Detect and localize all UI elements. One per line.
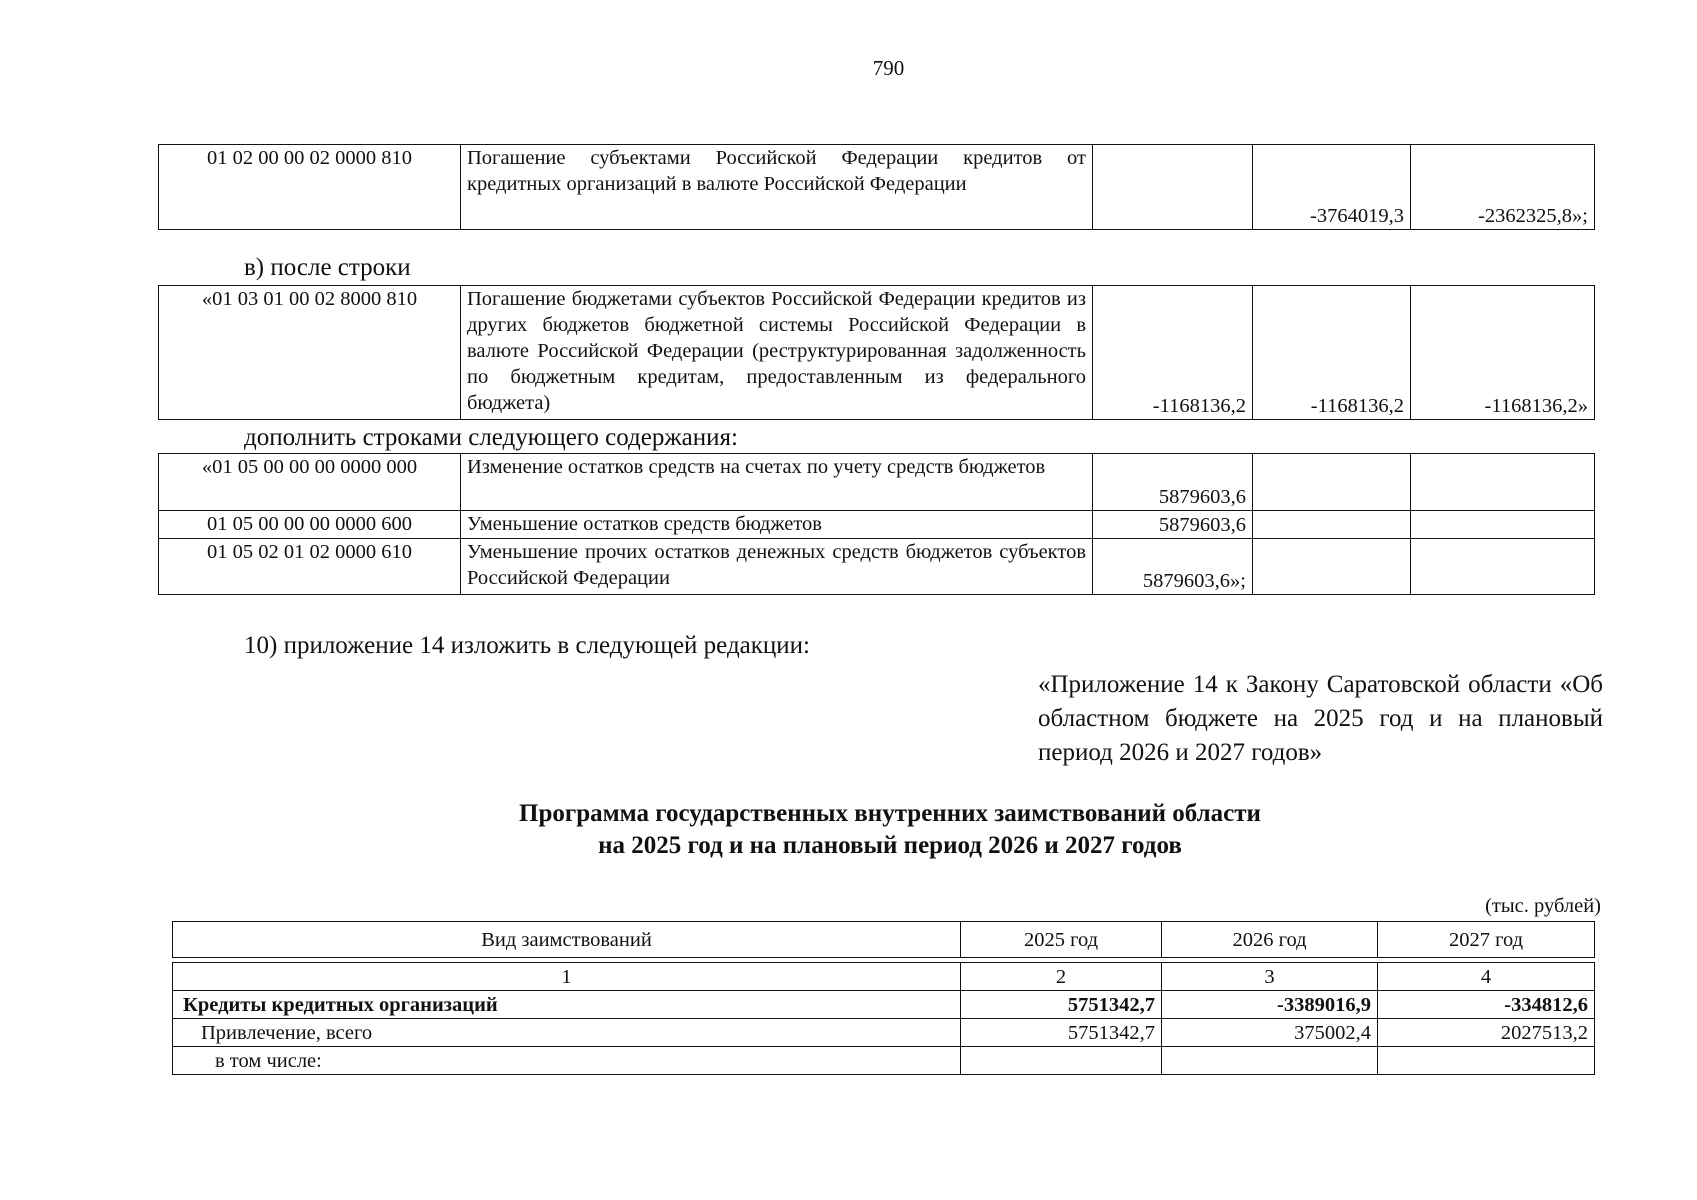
value-cell <box>1411 454 1595 511</box>
column-header-2026: 2026 год <box>1162 922 1378 958</box>
value-cell: 5879603,6 <box>1093 511 1253 539</box>
budget-code: 01 05 00 00 00 0000 600 <box>159 511 461 539</box>
label-add-lines: дополнить строками следующего содержания: <box>244 424 738 451</box>
value-2025: 5751342,7 <box>961 991 1162 1019</box>
value-cell: -1168136,2» <box>1411 286 1595 420</box>
value-2027: 2027513,2 <box>1378 1019 1595 1047</box>
page-number: 790 <box>872 56 905 80</box>
value-2027: -334812,6 <box>1378 991 1595 1019</box>
table-balance-changes <box>158 453 1595 595</box>
column-number: 2 <box>961 963 1162 991</box>
value-cell <box>1253 539 1411 595</box>
value-cell: 5879603,6 <box>1093 454 1253 511</box>
table-row <box>159 511 1595 539</box>
value-cell <box>1253 511 1411 539</box>
value-2027 <box>1378 1047 1595 1075</box>
row-description: Изменение остатков средств на счетах по учету средств бюджетов <box>461 454 1093 511</box>
title-line-2: на 2025 год и на плановый период 2026 и 2027 годов <box>598 832 1182 859</box>
table-borrowings-header <box>172 921 1595 958</box>
appendix-note: «Приложение 14 к Закону Саратовской области «Об областном бюджете на 2025 год и на плановый период 2026 и 2027 годов» <box>1038 671 1603 766</box>
table-restructured-debt <box>158 285 1595 420</box>
budget-code: 01 05 02 01 02 0000 610 <box>159 539 461 595</box>
table-row <box>159 286 1595 420</box>
row-description: Погашение субъектами Российской Федерации кредитов от кредитных организаций в валюте Российской Федерации <box>461 145 1093 230</box>
units-label: (тыс. рублей) <box>1485 895 1601 917</box>
item-10-text: 10) приложение 14 изложить в следующей редакции: <box>244 632 810 659</box>
budget-code: 01 02 00 00 02 0000 810 <box>159 145 461 230</box>
table-row <box>159 454 1595 511</box>
table-header-row <box>173 922 1595 958</box>
value-2026: -3389016,9 <box>1162 991 1378 1019</box>
row-label: в том числе: <box>173 1047 961 1075</box>
title-line-1: Программа государственных внутренних заимствований области <box>519 800 1261 827</box>
value-cell: -2362325,8»; <box>1411 145 1595 230</box>
column-number-row <box>173 963 1595 991</box>
column-header-2025: 2025 год <box>961 922 1162 958</box>
document-title <box>330 798 1450 862</box>
value-2026: 375002,4 <box>1162 1019 1378 1047</box>
table-row <box>159 145 1595 230</box>
value-2025: 5751342,7 <box>961 1019 1162 1047</box>
value-cell: -1168136,2 <box>1253 286 1411 420</box>
column-number: 3 <box>1162 963 1378 991</box>
table-row <box>159 539 1595 595</box>
row-description: Уменьшение остатков средств бюджетов <box>461 511 1093 539</box>
row-label: Кредиты кредитных организаций <box>173 991 961 1019</box>
value-cell: -3764019,3 <box>1253 145 1411 230</box>
value-cell <box>1093 145 1253 230</box>
value-cell: 5879603,6»; <box>1093 539 1253 595</box>
value-2026 <box>1162 1047 1378 1075</box>
value-cell <box>1411 511 1595 539</box>
value-cell <box>1253 454 1411 511</box>
table-repayment-credits <box>158 144 1595 230</box>
table-row <box>173 1019 1595 1047</box>
value-cell <box>1411 539 1595 595</box>
column-header-2027: 2027 год <box>1378 922 1595 958</box>
row-label: Привлечение, всего <box>173 1019 961 1047</box>
row-description: Уменьшение прочих остатков денежных средств бюджетов субъектов Российской Федерации <box>461 539 1093 595</box>
table-borrowings <box>172 962 1595 1075</box>
column-number: 4 <box>1378 963 1595 991</box>
budget-code: «01 03 01 00 02 8000 810 <box>159 286 461 420</box>
table-row <box>173 1047 1595 1075</box>
budget-code: «01 05 00 00 00 0000 000 <box>159 454 461 511</box>
value-cell: -1168136,2 <box>1093 286 1253 420</box>
column-header-type: Вид заимствований <box>173 922 961 958</box>
label-after-line: в) после строки <box>244 254 411 281</box>
value-2025 <box>961 1047 1162 1075</box>
row-description: Погашение бюджетами субъектов Российской Федерации кредитов из других бюджетов бюджетной системы Российской Федерации в валюте Российской Федерации (реструктурированная задолженность по бюджетным кредитам, предоставленным из федерального бюджета) <box>461 286 1093 420</box>
column-number: 1 <box>173 963 961 991</box>
table-row <box>173 991 1595 1019</box>
